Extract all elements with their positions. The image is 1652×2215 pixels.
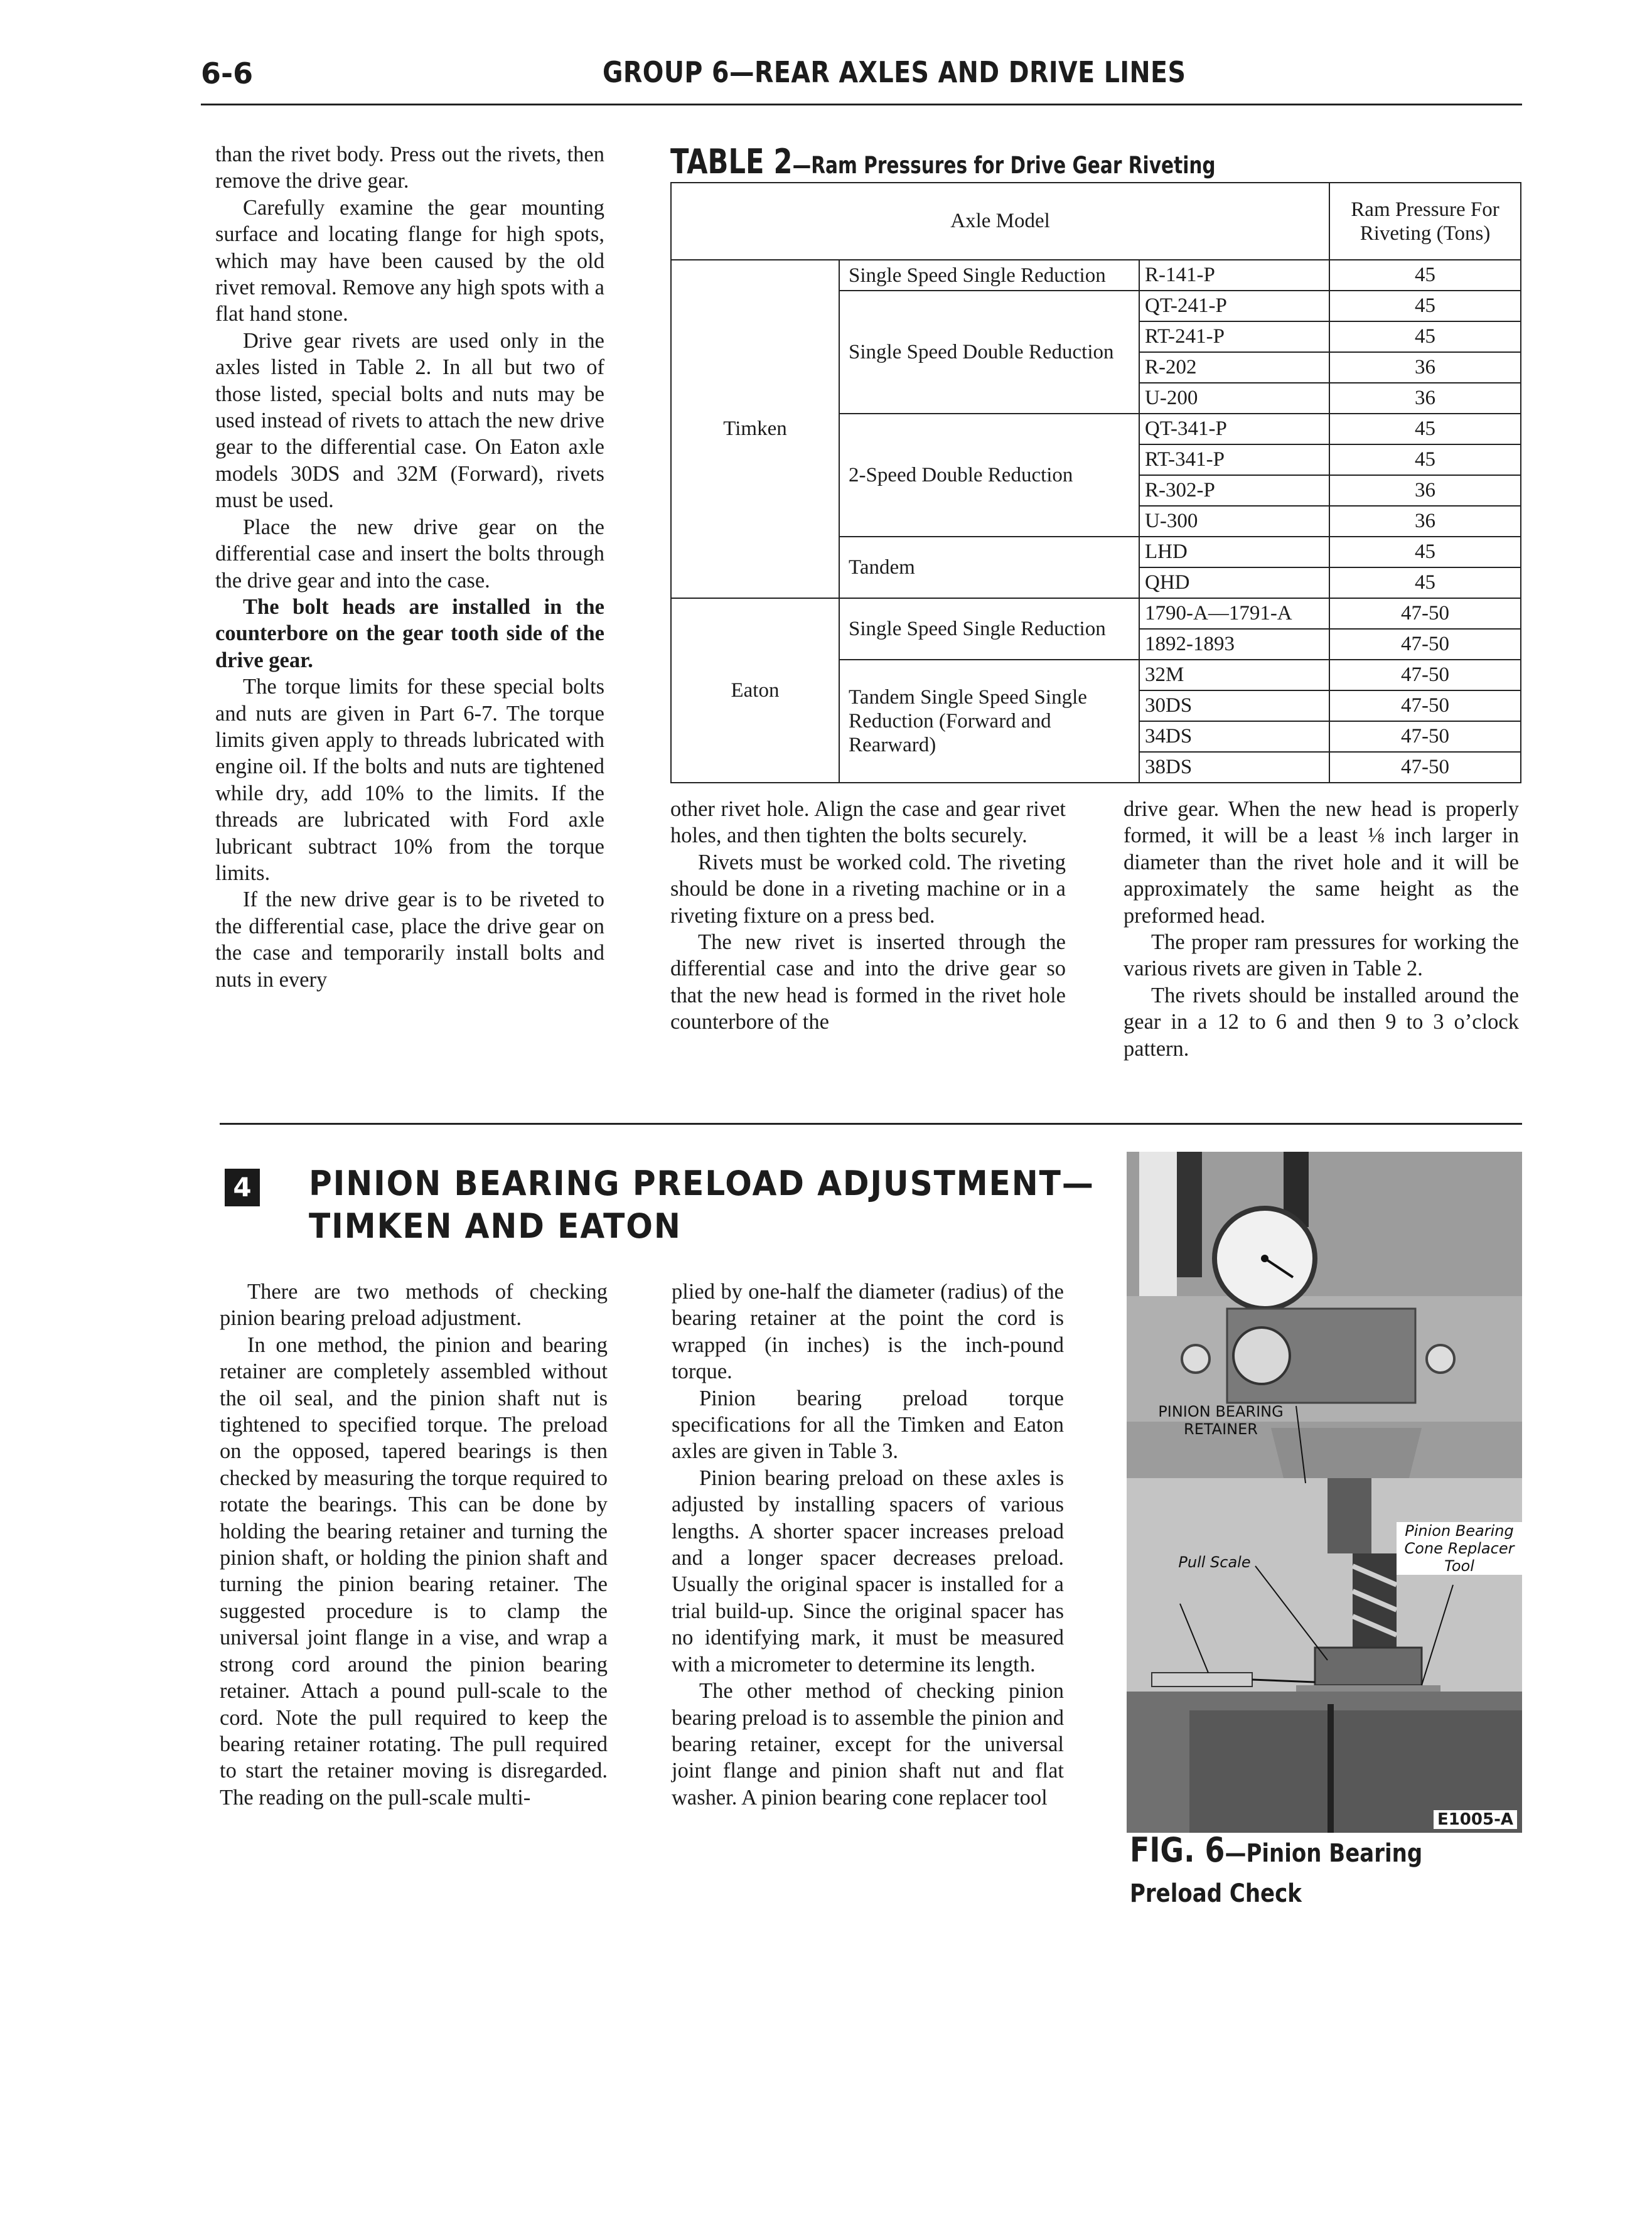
- tons-cell: 47-50: [1329, 721, 1521, 752]
- section-rule: [220, 1123, 1522, 1125]
- middle-column-top: [670, 796, 1066, 1036]
- right-column-top: [1124, 796, 1519, 1062]
- tons-cell: 45: [1329, 444, 1521, 475]
- model-cell: QHD: [1139, 567, 1329, 598]
- tons-cell: 45: [1329, 537, 1521, 567]
- tons-cell: 45: [1329, 414, 1521, 444]
- tons-cell: 47-50: [1329, 690, 1521, 721]
- tons-cell: 45: [1329, 567, 1521, 598]
- model-cell: RT-341-P: [1139, 444, 1329, 475]
- tons-cell: 36: [1329, 475, 1521, 506]
- paragraph: The new rivet is inserted through the differential case and into the drive gear so that the new head is formed in the rivet hole counterbore of the: [670, 930, 1066, 1034]
- axle-group-cell: Single Speed Single Reduction: [839, 598, 1139, 660]
- label-pull-scale: Pull Scale: [1178, 1553, 1251, 1571]
- model-cell: R-141-P: [1139, 260, 1329, 291]
- paragraph: plied by one-half the diameter (radius) of the bearing retainer at the point the cord is wrapped (in inches) is the inch-pound torque.: [672, 1280, 1064, 1384]
- model-cell: QT-341-P: [1139, 414, 1329, 444]
- paragraph: In one method, the pinion and bearing retainer are completely assembled without the oil seal, and the pinion shaft nut is tightened to specified torque. The preload on the opposed, tapered bearings is then checked by measuring the torque required to rotate the bearings. This can be done by holding the bearing retainer and turning the pinion shaft, or holding the pinion shaft and turning the pinion bearing retainer. The suggested procedure is to clamp the universal joint flange in a vise, and wrap a strong cord around the pinion bearing retainer. Attach a pound pull-scale to the cord. Note the pull required to keep the bearing retainer rotating. The pull required to start the retainer moving is disregarded. The reading on the pull-scale multi-: [220, 1333, 608, 1810]
- model-cell: R-202: [1139, 352, 1329, 383]
- tons-cell: 36: [1329, 383, 1521, 414]
- section-left-column: [220, 1279, 608, 1811]
- model-cell: 1892-1893: [1139, 629, 1329, 660]
- paragraph: The proper ram pressures for working the various rivets are given in Table 2.: [1124, 930, 1519, 981]
- paragraph: Rivets must be worked cold. The riveting should be done in a riveting machine or in a riveting fixture on a press bed.: [670, 850, 1066, 928]
- figure-caption: [1130, 1830, 1471, 1916]
- axle-group-cell: Tandem: [839, 537, 1139, 598]
- paragraph: If the new drive gear is to be riveted to the differential case, place the drive gear on the case and temporarily install bolts and nuts in every: [215, 888, 604, 992]
- paragraph: Pinion bearing preload on these axles is adjusted by installing spacers of various lengths. A shorter spacer increases preload and a longer spacer decreases preload. Usually the original spacer is installed for a trial build-up. Since the original spacer has no identifying mark, it must be measured with a micrometer to determine its length.: [672, 1466, 1064, 1676]
- figure-caption-text: —Pinion Bearing Preload Check: [1130, 1839, 1423, 1908]
- paragraph: The bolt heads are installed in the counterbore on the gear tooth side of the drive gear.: [215, 594, 604, 672]
- paragraph: The rivets should be installed around the gear in a 12 to 6 and then 9 to 3 o’clock pattern.: [1124, 983, 1519, 1061]
- section-middle-column: [672, 1279, 1064, 1811]
- tons-cell: 36: [1329, 506, 1521, 537]
- paragraph: Place the new drive gear on the differential case and insert the bolts through the drive gear and into the case.: [215, 515, 604, 593]
- label-pinion-bearing-retainer: PINION BEARING RETAINER: [1158, 1403, 1284, 1438]
- tons-cell: 47-50: [1329, 752, 1521, 783]
- tons-cell: 47-50: [1329, 629, 1521, 660]
- header-rule: [201, 104, 1522, 105]
- model-cell: QT-241-P: [1139, 291, 1329, 321]
- manufacturer-cell: Timken: [671, 260, 839, 598]
- model-cell: 38DS: [1139, 752, 1329, 783]
- left-column: [215, 141, 604, 993]
- model-cell: R-302-P: [1139, 475, 1329, 506]
- model-cell: 1790-A—1791-A: [1139, 598, 1329, 629]
- figure-pinion-preload-photo: [1127, 1152, 1522, 1833]
- paragraph: than the rivet body. Press out the rivets, then remove the drive gear.: [215, 142, 604, 193]
- paragraph: The torque limits for these special bolts and nuts are given in Part 6-7. The torque limits given apply to threads lubricated with engine oil. If the bolts and nuts are tightened while dry, add 10% to the limits. If the threads are lubricated with Ford axle lubricant subtract 10% from the torque limits.: [215, 675, 604, 885]
- tons-cell: 45: [1329, 260, 1521, 291]
- section-title-line-2: TIMKEN AND EATON: [309, 1206, 682, 1246]
- model-cell: 34DS: [1139, 721, 1329, 752]
- manufacturer-cell: Eaton: [671, 598, 839, 783]
- press-photo-illustration: [1127, 1152, 1522, 1833]
- section-title-line-1: PINION BEARING PRELOAD ADJUSTMENT—: [309, 1164, 1095, 1203]
- section-title: [309, 1162, 1095, 1248]
- table-caption-title: —Ram Pressures for Drive Gear Riveting: [792, 152, 1216, 179]
- model-cell: LHD: [1139, 537, 1329, 567]
- chapter-title: GROUP 6—REAR AXLES AND DRIVE LINES: [603, 55, 1186, 89]
- header-ram-pressure: Ram Pressure For Riveting (Tons): [1329, 183, 1521, 260]
- model-cell: 32M: [1139, 660, 1329, 690]
- axle-group-cell: Single Speed Single Reduction: [839, 260, 1139, 291]
- paragraph: Pinion bearing preload torque specifications for all the Timken and Eaton axles are given in Table 3.: [672, 1386, 1064, 1464]
- axle-group-cell: Tandem Single Speed Single Reduction (Forward and Rearward): [839, 660, 1139, 783]
- figure-code: E1005-A: [1434, 1810, 1517, 1829]
- paragraph: Carefully examine the gear mounting surface and locating flange for high spots, which may have been caused by the old rivet removal. Remove any high spots with a flat hand stone.: [215, 195, 604, 326]
- model-cell: RT-241-P: [1139, 321, 1329, 352]
- paragraph: There are two methods of checking pinion bearing preload adjustment.: [220, 1280, 608, 1331]
- ram-pressure-table: [670, 182, 1521, 783]
- model-cell: 30DS: [1139, 690, 1329, 721]
- page-number: 6-6: [201, 56, 254, 90]
- paragraph: The other method of checking pinion bearing preload is to assemble the pinion and bearing retainer, except for the universal joint flange and pinion shaft nut and flat washer. A pinion bearing cone replacer tool: [672, 1679, 1064, 1810]
- table-caption: [670, 142, 1216, 181]
- model-cell: U-200: [1139, 383, 1329, 414]
- tons-cell: 47-50: [1329, 660, 1521, 690]
- paragraph: other rivet hole. Align the case and gear rivet holes, and then tighten the bolts securely.: [670, 797, 1066, 848]
- tons-cell: 45: [1329, 321, 1521, 352]
- tons-cell: 47-50: [1329, 598, 1521, 629]
- tons-cell: 45: [1329, 291, 1521, 321]
- label-cone-replacer-tool: Pinion Bearing Cone Replacer Tool: [1397, 1522, 1522, 1575]
- axle-group-cell: Single Speed Double Reduction: [839, 291, 1139, 414]
- header-axle-model: Axle Model: [671, 183, 1329, 260]
- table-caption-number: TABLE 2: [670, 142, 793, 181]
- section-number-badge: 4: [225, 1169, 260, 1206]
- axle-group-cell: 2-Speed Double Reduction: [839, 414, 1139, 537]
- figure-caption-number: FIG. 6: [1130, 1830, 1225, 1870]
- paragraph: drive gear. When the new head is properly formed, it will be a least ⅛ inch larger in diameter than the rivet hole and it will be approximately the same height as the preformed head.: [1124, 797, 1519, 928]
- table-row: [671, 598, 1521, 629]
- paragraph: Drive gear rivets are used only in the axles listed in Table 2. In all but two of those listed, special bolts and nuts may be used instead of rivets to attach the new drive gear to the differential case. On Eaton axle models 30DS and 32M (Forward), rivets must be used.: [215, 328, 604, 513]
- model-cell: U-300: [1139, 506, 1329, 537]
- tons-cell: 36: [1329, 352, 1521, 383]
- table-row: [671, 260, 1521, 291]
